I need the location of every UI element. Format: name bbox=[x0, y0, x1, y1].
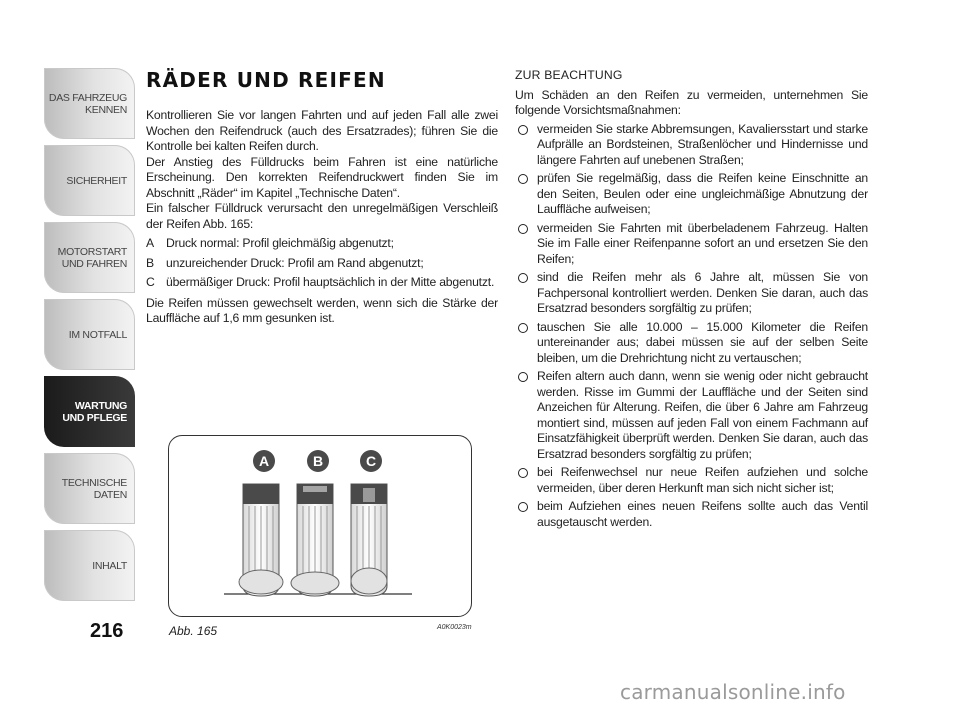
paragraph-text: Ein falscher Fülldruck verursacht den unregelmäßigen Verschleiß der Reifen Abb. 165: bbox=[146, 201, 498, 231]
bullet-circle-icon bbox=[518, 273, 528, 283]
wear-list bbox=[146, 236, 498, 291]
paragraph-text: Die Reifen müssen gewechselt werden, wenn sich die Stärke der Lauffläche auf 1,6 mm gesunken ist. bbox=[146, 295, 498, 325]
note-intro: Um Schäden an den Reifen zu vermeiden, unternehmen Sie folgende Vorsichtsmaßnahmen: bbox=[515, 87, 868, 117]
item-text: prüfen Sie regelmäßig, dass die Reifen keine Einschnitte an den Seiten, Beulen oder eine ungleichmäßige Abnutzung der Lauffläche aufweisen; bbox=[537, 171, 868, 216]
list-item bbox=[515, 270, 868, 317]
note-heading: ZUR BEACHTUNG bbox=[515, 68, 623, 82]
bullet-circle-icon bbox=[518, 323, 528, 333]
item-text: übermäßiger Druck: Profil hauptsächlich in der Mitte abgenutzt. bbox=[166, 275, 495, 289]
item-key: A bbox=[146, 236, 154, 250]
tab-motorstart-und-fahren[interactable] bbox=[44, 222, 135, 293]
list-item bbox=[146, 236, 498, 252]
bullet-circle-icon bbox=[518, 125, 528, 135]
tab-label: DAS FAHRZEUG KENNEN bbox=[48, 91, 127, 116]
list-item bbox=[146, 256, 498, 272]
list-item bbox=[146, 275, 498, 291]
item-text: tauschen Sie alle 10.000 – 15.000 Kilometer die Reifen untereinander aus; dabei müssen sie auf der selben Seite bleiben, um die Drehrichtung nicht zu vertauschen; bbox=[537, 319, 868, 365]
tab-wartung-und-pflege[interactable] bbox=[44, 376, 135, 447]
item-key: B bbox=[146, 255, 154, 270]
tab-label: INHALT bbox=[92, 559, 127, 572]
badge-b bbox=[307, 450, 329, 472]
item-text: vermeiden Sie starke Abbremsungen, Kavaliersstart und starke Aufprälle an Bordsteinen, Straßenlöcher und Hindernisse und längere Fahrten auf unebenen Straßen; bbox=[537, 121, 868, 167]
badge-c-label: C bbox=[365, 453, 377, 469]
item-text: vermeiden Sie Fahrten mit überbeladenem Fahrzeug. Halten Sie im Falle einer Reifenpanne sofort an und ersetzen Sie den Reifen; bbox=[537, 220, 868, 266]
tab-label: SICHERHEIT bbox=[66, 174, 127, 187]
paragraph-text: Kontrollieren Sie vor langen Fahrten und auf jeden Fall alle zwei Wochen den Reifendruck (auch des Ersatzrades); führen Sie die Kontrolle bei kalten Reifen durch. bbox=[146, 108, 498, 153]
left-body bbox=[146, 108, 498, 327]
bullet-circle-icon bbox=[518, 224, 528, 234]
item-key: C bbox=[146, 275, 155, 289]
item-text: beim Aufziehen eines neuen Reifens sollte auch das Ventil ausgetauscht werden. bbox=[537, 499, 868, 529]
tab-label: MOTORSTART UND FAHREN bbox=[57, 245, 127, 270]
list-item bbox=[515, 465, 868, 496]
bullet-circle-icon bbox=[518, 468, 528, 478]
item-text: sind die Reifen mehr als 6 Jahre alt, müssen Sie von Fachpersonal kontrolliert werden. Denken Sie daran, auch das Ersatzrad besonders sorgfältig zu prüfen; bbox=[537, 270, 868, 315]
list-item bbox=[515, 171, 868, 218]
list-item bbox=[515, 369, 868, 462]
item-text: bei Reifenwechsel nur neue Reifen aufziehen und solche vermeiden, über deren Herkunft man sich nicht sicher ist; bbox=[537, 465, 868, 495]
paragraph bbox=[146, 296, 498, 327]
item-text: Druck normal: Profil gleichmäßig abgenutzt; bbox=[166, 236, 394, 250]
bullet-circle-icon bbox=[518, 502, 528, 512]
tire-c-icon bbox=[351, 484, 387, 596]
tire-b-icon bbox=[291, 484, 339, 596]
list-item bbox=[515, 122, 868, 169]
page-number: 216 bbox=[90, 620, 124, 642]
chapter-sidebar bbox=[44, 68, 135, 607]
section-title: RÄDER UND REIFEN bbox=[146, 68, 386, 92]
tab-label: TECHNISCHE DATEN bbox=[61, 476, 127, 501]
tab-im-notfall[interactable] bbox=[44, 299, 135, 370]
list-item bbox=[515, 320, 868, 367]
right-column bbox=[515, 68, 868, 533]
bullet-circle-icon bbox=[518, 372, 528, 382]
tab-label: IM NOTFALL bbox=[68, 328, 127, 341]
item-text: Reifen altern auch dann, wenn sie wenig oder nicht gebraucht werden. Risse im Gummi der Lauffläche und der Seiten sind Anzeichen für Alterung. Reifen, die über 6 Jahre am Fahrzeug montiert sind, müssen auf jeden Fall von einem Fachmann auf Einsatzfähigkeit überprüft werden. Denken Sie daran, auch das Ersatzrad besonders sorgfältig zu prüfen; bbox=[537, 369, 868, 461]
badge-c bbox=[360, 450, 382, 472]
figure-caption: Abb. 165 bbox=[169, 624, 218, 638]
list-item bbox=[515, 221, 868, 268]
watermark: carmanualsonline.info bbox=[620, 680, 846, 704]
tab-sicherheit[interactable] bbox=[44, 145, 135, 216]
paragraph bbox=[146, 155, 498, 202]
paragraph bbox=[146, 201, 498, 232]
item-text: unzureichender Druck: Profil am Rand abgenutzt; bbox=[166, 255, 424, 270]
tab-technische-daten[interactable] bbox=[44, 453, 135, 524]
tab-das-fahrzeug-kennen[interactable] bbox=[44, 68, 135, 139]
bullet-circle-icon bbox=[518, 174, 528, 184]
badge-b-label: B bbox=[312, 453, 324, 469]
list-item bbox=[515, 499, 868, 530]
tire-a-icon bbox=[239, 484, 283, 596]
paragraph bbox=[146, 108, 498, 155]
left-column bbox=[146, 68, 498, 331]
badge-a bbox=[253, 450, 275, 472]
paragraph-text: Der Anstieg des Fülldrucks beim Fahren ist eine natürliche Erscheinung. Den korrekten Reifendruckwert finden Sie im Abschnitt „Räder“ im Kapitel „Technische Daten“. bbox=[146, 154, 498, 200]
precautions-list bbox=[515, 122, 868, 531]
tire-wear-figure bbox=[168, 435, 472, 617]
tire-wear-illustration bbox=[169, 436, 471, 616]
tab-inhalt[interactable] bbox=[44, 530, 135, 601]
figure-code: A0K0023m bbox=[437, 624, 472, 631]
tab-label: WARTUNG UND PFLEGE bbox=[62, 399, 127, 424]
badge-a-label: A bbox=[258, 453, 270, 469]
